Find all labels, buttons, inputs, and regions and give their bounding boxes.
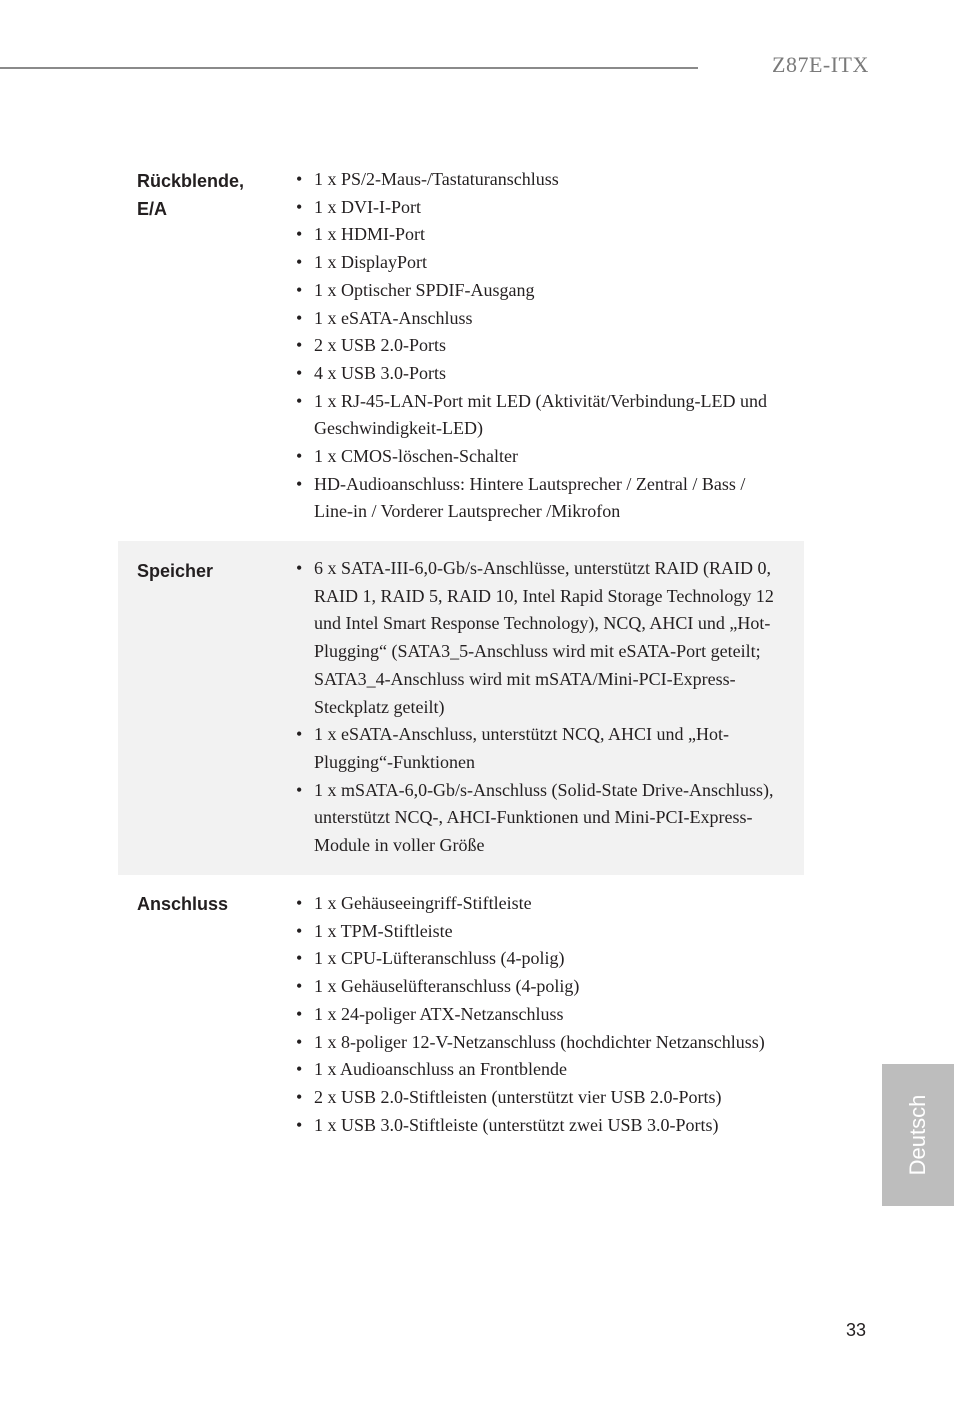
- section-storage: [118, 541, 804, 875]
- section-label: Speicher: [137, 561, 214, 581]
- model-name: Z87E-ITX: [772, 52, 869, 77]
- list-item: • 1 x TPM-Stiftleiste: [296, 918, 786, 946]
- list-item: • 1 x 24-poliger ATX-Netzanschluss: [296, 1001, 786, 1029]
- list-item: • 2 x USB 2.0-Ports: [296, 332, 786, 360]
- list-item: • 1 x USB 3.0-Stiftleiste (unterstützt zwei USB 3.0-Ports): [296, 1112, 786, 1140]
- list-item: • 1 x PS/2-Maus-/Tastaturanschluss: [296, 166, 786, 194]
- page-number: 33: [846, 1320, 867, 1340]
- section-label: Anschluss: [137, 894, 229, 914]
- language-tab: [882, 1064, 954, 1206]
- list-item: • 1 x CMOS-löschen-Schalter: [296, 443, 786, 471]
- section-label: Rückblende, E/A: [137, 171, 245, 219]
- list-item: • 1 x 8-poliger 12-V-Netzanschluss (hochdichter Netzanschluss): [296, 1029, 786, 1057]
- list-item: • 1 x eSATA-Anschluss: [296, 305, 786, 333]
- section-connectors: [118, 875, 804, 1175]
- list-item: • 1 x Gehäuselüfteranschluss (4-polig): [296, 973, 786, 1001]
- spec-list: [296, 555, 786, 860]
- list-item: • 1 x Optischer SPDIF-Ausgang: [296, 277, 786, 305]
- list-item: • 1 x CPU-Lüfteranschluss (4-polig): [296, 945, 786, 973]
- list-item: • 2 x USB 2.0-Stiftleisten (unterstützt vier USB 2.0-Ports): [296, 1084, 786, 1112]
- list-item: • 1 x DVI-I-Port: [296, 194, 786, 222]
- section-rear-panel: [118, 166, 804, 538]
- list-item: • HD-Audioanschluss: Hintere Lautsprecher / Zentral / Bass / Line-in / Vorderer Lautsprecher /Mikrofon: [296, 471, 786, 526]
- list-item: • 1 x DisplayPort: [296, 249, 786, 277]
- header-rule: [0, 67, 698, 69]
- list-item: • 1 x Audioanschluss an Frontblende: [296, 1056, 786, 1084]
- spec-list: [296, 166, 786, 526]
- list-item: • 6 x SATA-III-6,0-Gb/s-Anschlüsse, unterstützt RAID (RAID 0, RAID 1, RAID 5, RAID 10, Intel Rapid Storage Technology 12 und Intel Smart Response Technology), NCQ, AHCI und „Hot-Plugging“ (SATA3_5-Anschluss wird mit eSATA-Port geteilt; SATA3_4-Anschluss wird mit mSATA/Mini-PCI-Express-Steckplatz geteilt): [296, 555, 786, 721]
- list-item: • 1 x HDMI-Port: [296, 221, 786, 249]
- list-item: • 1 x Gehäuseeingriff-Stiftleiste: [296, 890, 786, 918]
- list-item: • 4 x USB 3.0-Ports: [296, 360, 786, 388]
- language-tab-label: Deutsch: [905, 1094, 930, 1176]
- spec-list: [296, 890, 786, 1139]
- list-item: • 1 x mSATA-6,0-Gb/s-Anschluss (Solid-State Drive-Anschluss), unterstützt NCQ-, AHCI-Funktionen und Mini-PCI-Express-Module in voller Größe: [296, 777, 786, 860]
- list-item: • 1 x RJ-45-LAN-Port mit LED (Aktivität/Verbindung-LED und Geschwindigkeit-LED): [296, 388, 786, 443]
- list-item: • 1 x eSATA-Anschluss, unterstützt NCQ, AHCI und „Hot-Plugging“-Funktionen: [296, 721, 786, 776]
